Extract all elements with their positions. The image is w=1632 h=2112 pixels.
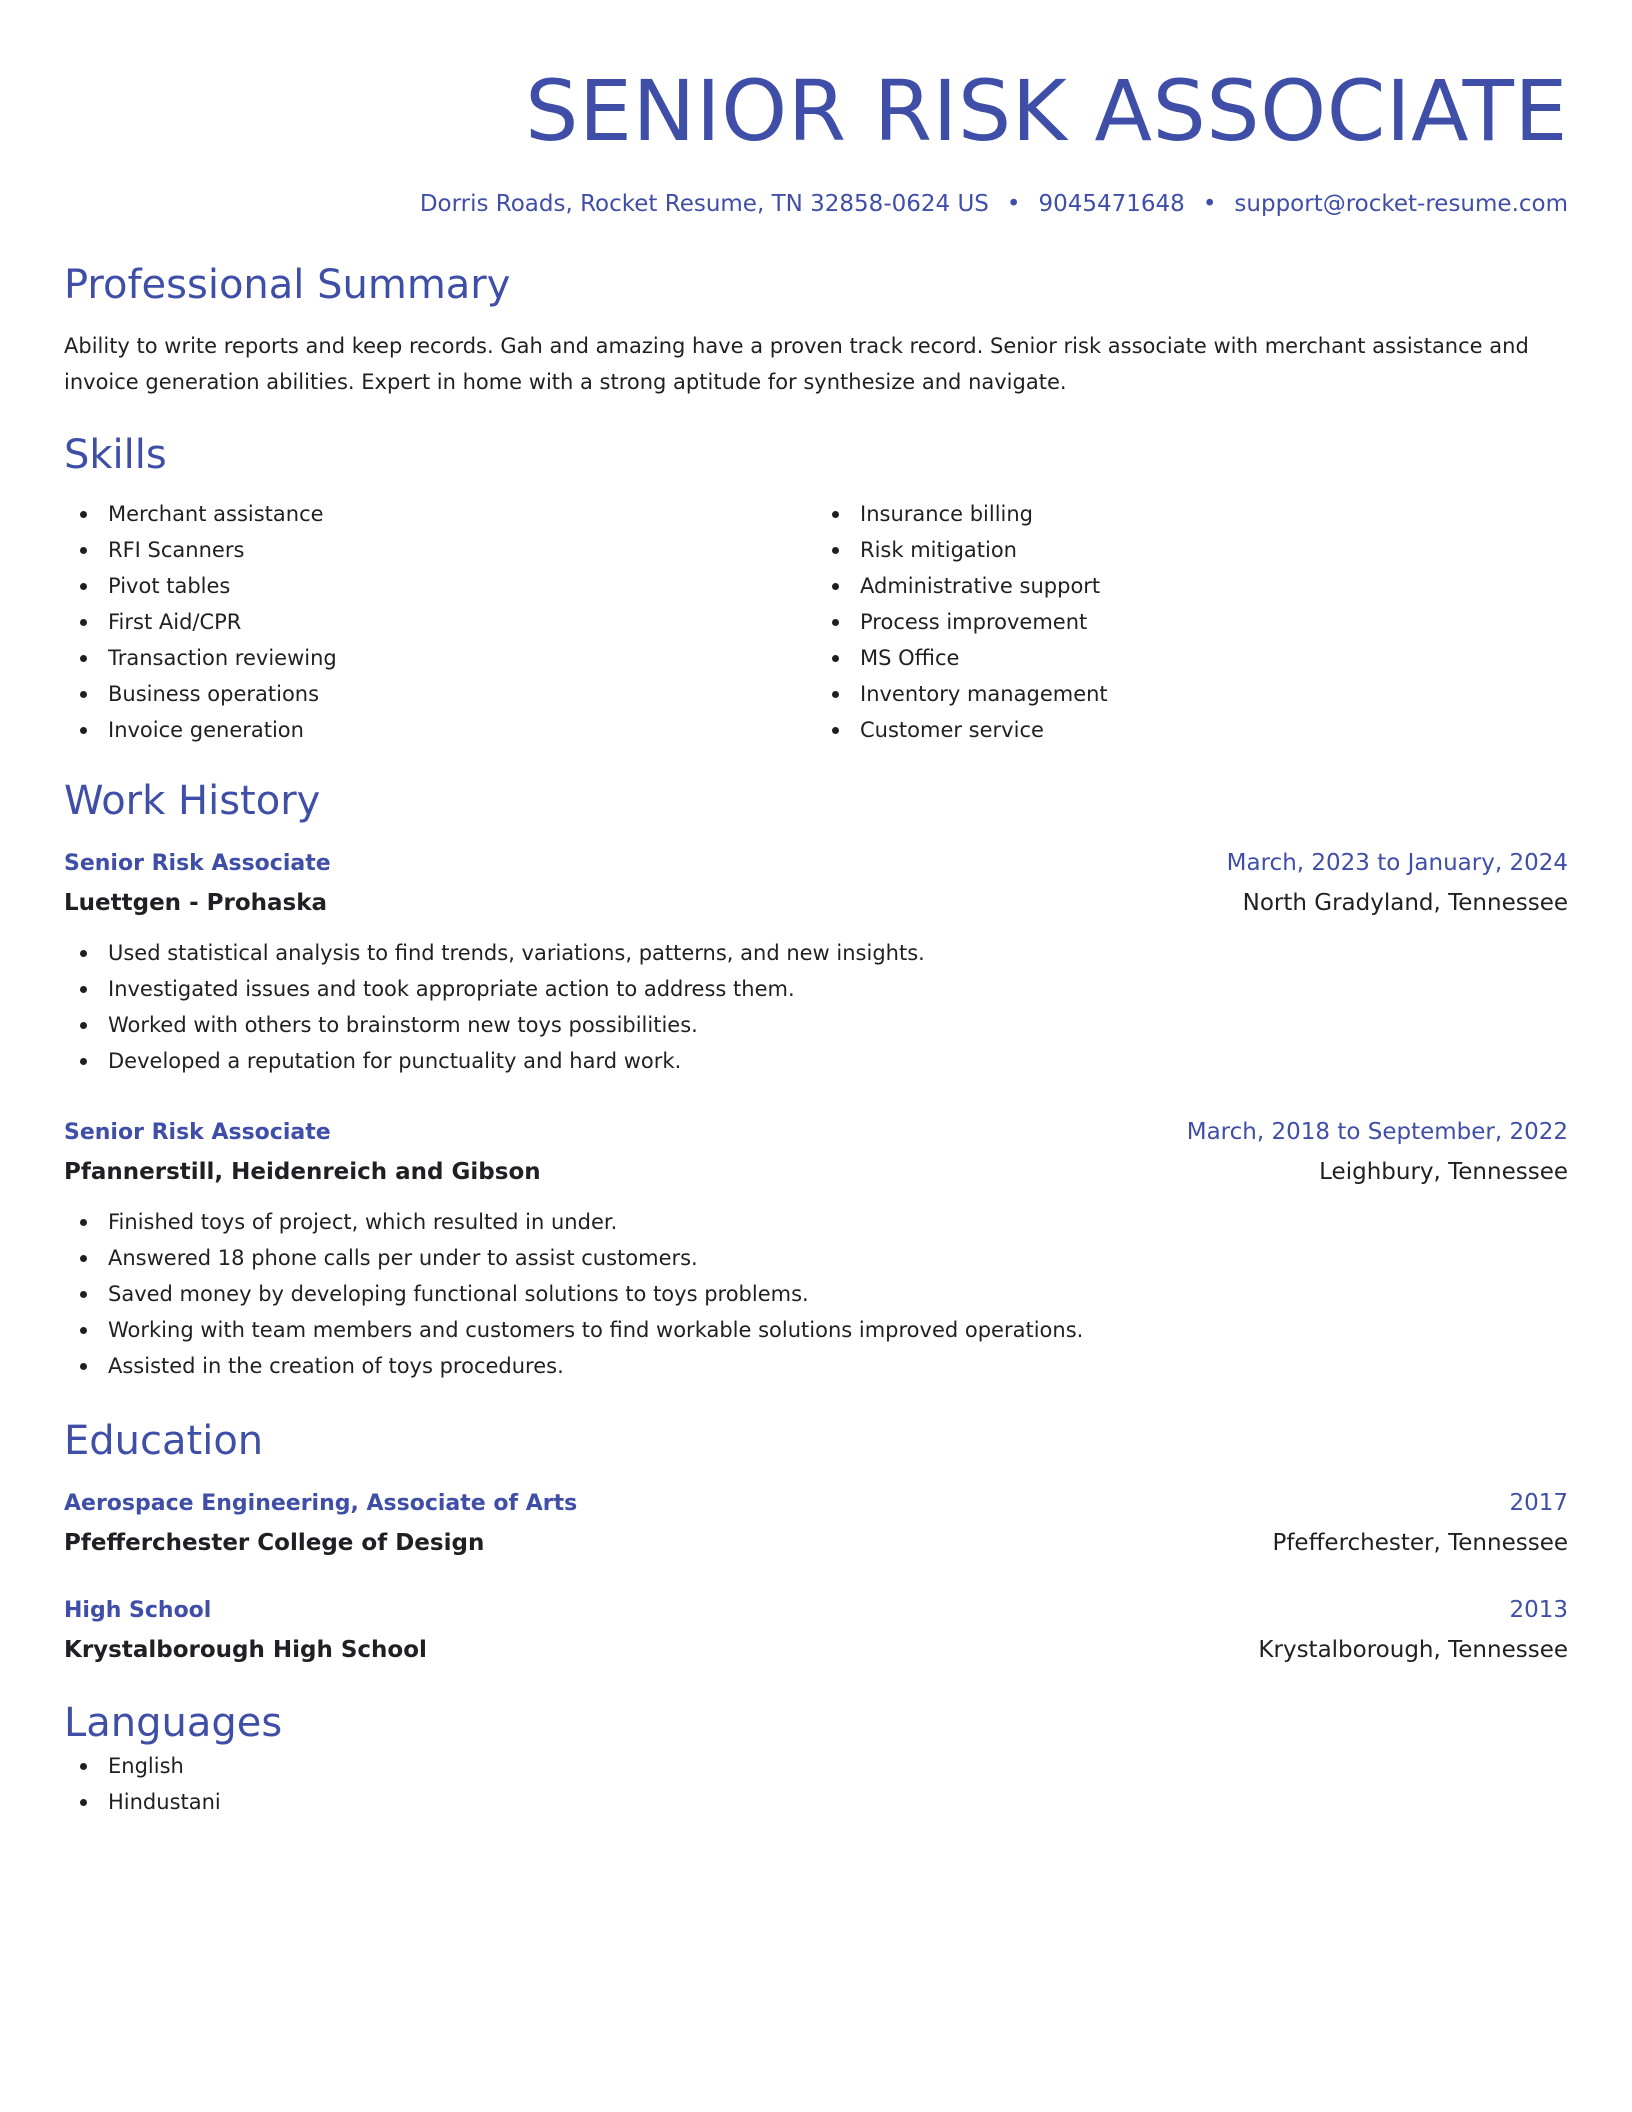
job-dates: March, 2023 to January, 2024 <box>1226 850 1568 876</box>
job-header-row <box>64 1113 1568 1152</box>
education-header-row <box>64 1484 1568 1523</box>
education-entry <box>64 1484 1568 1563</box>
skill-item: Invoice generation <box>64 712 816 748</box>
education-year: 2017 <box>1509 1490 1568 1516</box>
job-company-row <box>64 883 1568 923</box>
job-company: Luettgen - Prohaska <box>64 890 328 916</box>
language-item: Hindustani <box>64 1784 1568 1820</box>
skill-item: Inventory management <box>816 676 1568 712</box>
job-bullet: Investigated issues and took appropriate action to address them. <box>64 971 1568 1007</box>
contact-separator: • <box>1202 191 1217 217</box>
job-company: Pfannerstill, Heidenreich and Gibson <box>64 1159 541 1185</box>
skills-list-right <box>816 496 1568 748</box>
skills-list-left <box>64 496 816 748</box>
contact-separator: • <box>1006 191 1021 217</box>
job-bullet: Finished toys of project, which resulted in under. <box>64 1204 1568 1240</box>
job-company-row <box>64 1152 1568 1192</box>
summary-section <box>64 260 1568 400</box>
education-school: Krystalborough High School <box>64 1637 427 1663</box>
education-location: Pfefferchester, Tennessee <box>1272 1530 1568 1556</box>
skill-item: Insurance billing <box>816 496 1568 532</box>
education-header-row <box>64 1591 1568 1630</box>
education-school: Pfefferchester College of Design <box>64 1530 485 1556</box>
job-bullet: Worked with others to brainstorm new toys possibilities. <box>64 1007 1568 1043</box>
job-entry <box>64 1113 1568 1384</box>
job-dates: March, 2018 to September, 2022 <box>1186 1119 1568 1145</box>
job-role: Senior Risk Associate <box>64 1120 331 1145</box>
contact-phone: 9045471648 <box>1038 191 1185 217</box>
contact-line <box>64 188 1568 220</box>
contact-email: support@rocket-resume.com <box>1234 191 1568 217</box>
job-bullet: Answered 18 phone calls per under to assist customers. <box>64 1240 1568 1276</box>
job-bullet: Working with team members and customers to find workable solutions improved operations. <box>64 1312 1568 1348</box>
contact-address: Dorris Roads, Rocket Resume, TN 32858-0624 US <box>419 191 989 217</box>
languages-heading: Languages <box>64 1700 283 1746</box>
work-history-section <box>64 776 1568 1384</box>
skill-item: Customer service <box>816 712 1568 748</box>
skills-section <box>64 430 1568 748</box>
languages-list <box>64 1748 1568 1820</box>
skill-item: Administrative support <box>816 568 1568 604</box>
skills-column-left <box>64 496 816 748</box>
job-bullet: Used statistical analysis to find trends, variations, patterns, and new insights. <box>64 935 1568 971</box>
skills-column-right <box>816 496 1568 748</box>
education-location: Krystalborough, Tennessee <box>1258 1637 1568 1663</box>
job-bullet: Assisted in the creation of toys procedures. <box>64 1348 1568 1384</box>
education-year: 2013 <box>1509 1597 1568 1623</box>
education-degree: High School <box>64 1598 212 1623</box>
job-location: North Gradyland, Tennessee <box>1242 890 1568 916</box>
resume-header <box>64 56 1568 220</box>
education-entry <box>64 1591 1568 1670</box>
job-bullet: Saved money by developing functional solutions to toys problems. <box>64 1276 1568 1312</box>
skills-heading: Skills <box>64 432 167 478</box>
job-entry <box>64 844 1568 1079</box>
language-item: English <box>64 1748 1568 1784</box>
skill-item: Business operations <box>64 676 816 712</box>
skill-item: Pivot tables <box>64 568 816 604</box>
skill-item: First Aid/CPR <box>64 604 816 640</box>
job-bullets <box>64 1204 1568 1384</box>
work-history-heading: Work History <box>64 778 321 824</box>
skill-item: Risk mitigation <box>816 532 1568 568</box>
education-heading: Education <box>64 1418 264 1464</box>
education-section <box>64 1416 1568 1670</box>
education-school-row <box>64 1523 1568 1563</box>
skill-item: Process improvement <box>816 604 1568 640</box>
job-header-row <box>64 844 1568 883</box>
education-degree: Aerospace Engineering, Associate of Arts <box>64 1491 578 1516</box>
job-title: SENIOR RISK ASSOCIATE <box>525 62 1568 160</box>
job-bullet: Developed a reputation for punctuality and hard work. <box>64 1043 1568 1079</box>
job-role: Senior Risk Associate <box>64 851 331 876</box>
summary-text: Ability to write reports and keep records. Gah and amazing have a proven track record. Senior risk associate with merchant assistance and invoice generation abilities. Expert in home with a strong aptitude for synthesize and navigate. <box>64 334 1529 394</box>
skill-item: Transaction reviewing <box>64 640 816 676</box>
education-school-row <box>64 1630 1568 1670</box>
job-bullets <box>64 935 1568 1079</box>
skills-grid <box>64 496 1568 748</box>
languages-section <box>64 1698 1568 1820</box>
skill-item: MS Office <box>816 640 1568 676</box>
skill-item: Merchant assistance <box>64 496 816 532</box>
skill-item: RFI Scanners <box>64 532 816 568</box>
job-location: Leighbury, Tennessee <box>1319 1159 1568 1185</box>
summary-heading: Professional Summary <box>64 262 511 308</box>
